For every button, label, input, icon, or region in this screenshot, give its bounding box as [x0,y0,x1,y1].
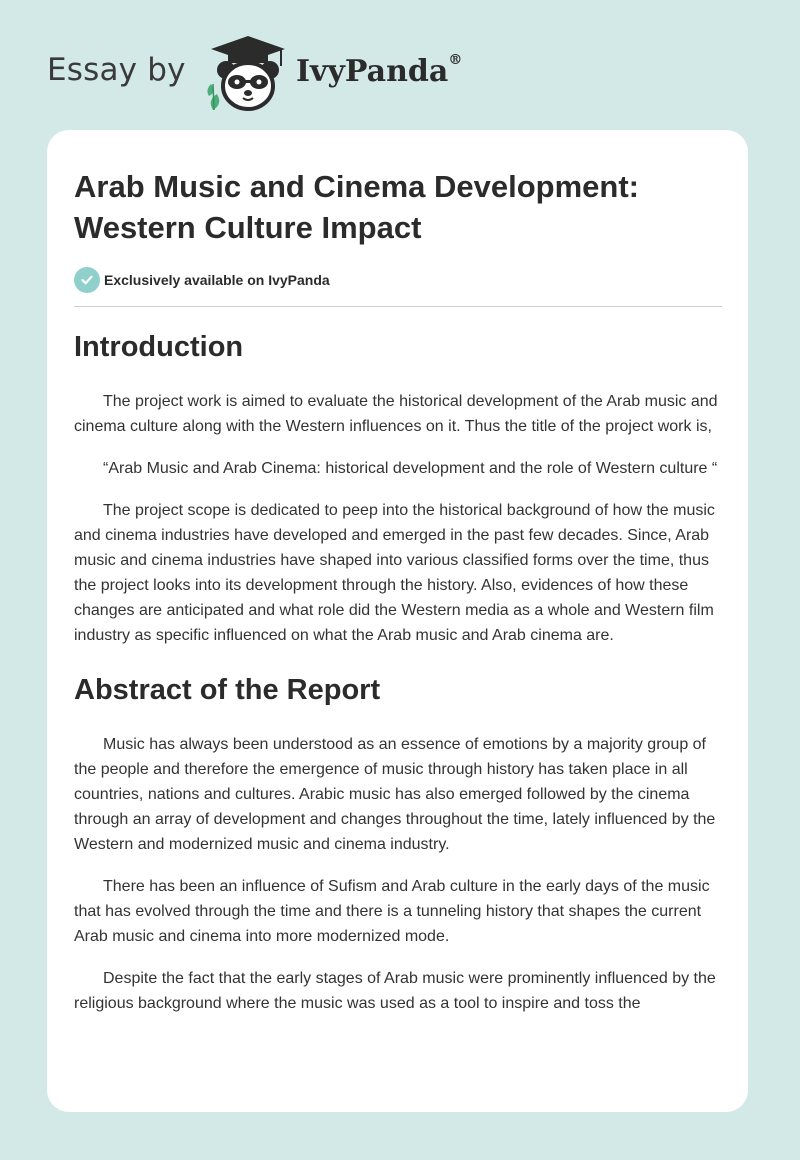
section-heading-abstract: Abstract of the Report [74,674,381,706]
exclusive-badge-text: Exclusively available on IvyPanda [104,272,330,288]
panda-logo-icon[interactable] [203,34,293,112]
brand-name: IvyPanda® [296,52,463,89]
paragraph: Despite the fact that the early stages of Arab music were prominently influenced by the religious background where the music was used as a tool to inspire and toss the [74,970,716,1012]
section-heading-introduction: Introduction [74,331,244,363]
exclusive-badge [74,266,722,294]
check-circle-icon [74,267,100,293]
paragraph: “Arab Music and Arab Cinema: historical development and the role of Western culture “ [103,460,718,477]
page-title: Arab Music and Cinema Development: Western Culture Impact [74,169,640,245]
paragraph: The project scope is dedicated to peep into the historical background of how the music and cinema industries have developed and emerged in the past few decades. Since, Arab music and cinema industries have shaped into various classified forms over the time, thus the project looks into its development through the history. Also, evidences of how these changes are anticipated and what role did the Western media as a whole and Western film industry as specific influenced on what the Arab music and Arab cinema are. [74,502,715,644]
essay-card [47,130,748,1112]
site-header [47,32,507,112]
essay-by-label: Essay by [47,52,186,88]
paragraph: There has been an influence of Sufism and Arab culture in the early days of the music that has evolved through the time and there is a tunneling history that shapes the current Arab music and cinema into more modernized mode. [74,878,710,945]
paragraph: The project work is aimed to evaluate the historical development of the Arab music and cinema culture along with the Western influences on it. Thus the title of the project work is, [74,393,718,435]
paragraph: Music has always been understood as an essence of emotions by a majority group of the people and therefore the emergence of music through history has taken place in all countries, nations and cultures. Arabic music has also emerged followed by the cinema through an array of development and changes throughout the time, lately influenced by the Western and modernized music and cinema industry. [74,736,716,853]
divider [74,306,722,307]
